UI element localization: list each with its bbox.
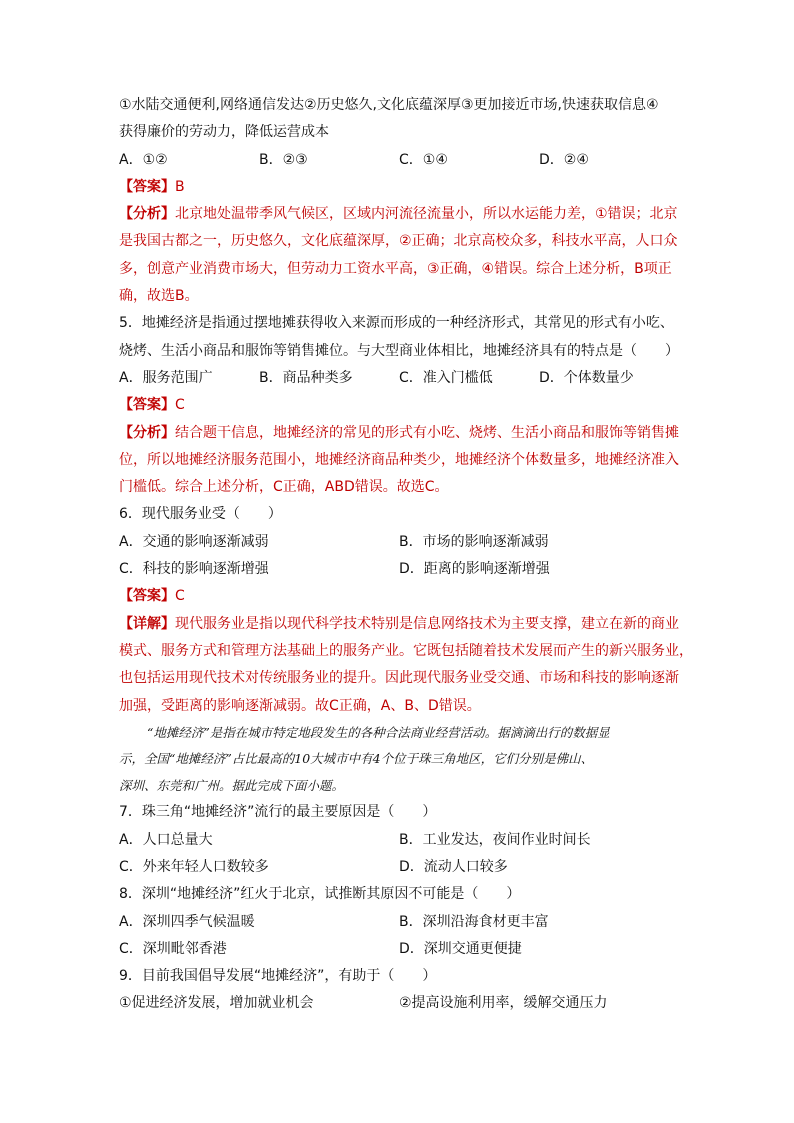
passage-line: 深圳、东莞和广州。据此完成下面小题。	[119, 777, 345, 793]
q4-option-a: A．①②	[119, 151, 168, 168]
q5-option-b: B．商品种类多	[259, 369, 353, 386]
q4-analysis-line: 确，故选B。	[119, 288, 199, 305]
q5-answer	[119, 392, 679, 419]
q7-options-row	[119, 827, 679, 854]
q8-option-b: B．深圳沿海食材更丰富	[399, 913, 549, 930]
q4-option-d: D．②④	[539, 151, 589, 168]
q6-option-a: A．交通的影响逐渐减弱	[119, 533, 269, 550]
q9-items-row	[119, 990, 679, 1017]
q6-analysis-line	[119, 611, 679, 638]
analysis-text: 北京地处温带季风气候区，区域内河流径流量小，所以水运能力差，①错误；北京	[175, 206, 678, 223]
q5-analysis-line: 门槛低。综合上述分析，C正确，ABD错误。故选C。	[119, 479, 449, 496]
q8-options-row	[119, 909, 679, 936]
answer-value: B	[175, 178, 185, 195]
analysis-tag: 【分析】	[119, 424, 175, 441]
q5-option-d: D．个体数量少	[539, 369, 634, 386]
q9-stem: 9．目前我国倡导发展“地摊经济”，有助于（ ）	[119, 968, 437, 985]
q6-options-row	[119, 529, 679, 556]
q4-analysis-line	[119, 201, 679, 228]
page-content	[119, 92, 693, 1018]
q6-analysis-line: 加强，受距离的影响逐渐减弱。故C正确，A、B、D错误。	[119, 697, 481, 714]
q6-answer	[119, 583, 679, 610]
answer-value: C	[175, 588, 185, 605]
q5-options	[119, 365, 679, 392]
analysis-text: 结合题干信息，地摊经济的常见的形式有小吃、烧烤、生活小商品和服饰等销售摊	[175, 424, 679, 441]
analysis-tag: 【分析】	[119, 206, 175, 223]
q8-option-d: D．深圳交通更便捷	[399, 940, 522, 957]
passage-line: 示，全国“地摊经济”占比最高的10大城市中有4个位于珠三角地区，它们分别是佛山、	[119, 751, 594, 767]
analysis-text: 现代服务业是指以现代科学技术特别是信息网络技术为主要支撑，建立在新的商业	[175, 615, 679, 632]
q4-stem-line: ①水陆交通便利,网络通信发达②历史悠久,文化底蕴深厚③更加接近市场,快速获取信息④	[119, 97, 659, 113]
q6-option-b: B．市场的影响逐渐减弱	[399, 533, 549, 550]
q5-option-c: C．准入门槛低	[399, 369, 493, 386]
q4-answer	[119, 174, 679, 201]
q8-stem: 8．深圳“地摊经济”红火于北京，试推断其原因不可能是（ ）	[119, 886, 521, 903]
answer-tag: 【答案】	[119, 397, 175, 414]
q7-option-d: D．流动人口较多	[399, 858, 508, 875]
q7-option-b: B．工业发达，夜间作业时间长	[399, 831, 591, 848]
q8-options-row	[119, 936, 679, 963]
q6-analysis-line: 也包括运用现代技术对传统服务业的提升。因此现代服务业受交通、市场和科技的影响逐渐	[119, 670, 679, 687]
q4-option-b: B．②③	[259, 151, 308, 168]
q5-stem-line: 烧烤、生活小商品和服饰等销售摊位。与大型商业体相比，地摊经济具有的特点是（ ）	[119, 342, 679, 359]
passage-line: “地摊经济”是指在城市特定地段发生的各种合法商业经营活动。据滴滴出行的数据显	[147, 724, 610, 740]
q7-option-a: A．人口总量大	[119, 831, 213, 848]
answer-tag: 【答案】	[119, 178, 175, 195]
q5-option-a: A．服务范围广	[119, 369, 213, 386]
q5-stem-line: 5．地摊经济是指通过摆地摊获得收入来源而形成的一种经济形式，其常见的形式有小吃、	[119, 315, 674, 332]
q6-analysis-line: 模式、服务方式和管理方法基础上的服务产业。它既包括随着技术发展而产生的新兴服务业，	[119, 642, 693, 659]
q7-option-c: C．外来年轻人口数较多	[119, 858, 269, 875]
q7-options-row	[119, 854, 679, 881]
q4-stem-line: 获得廉价的劳动力，降低运营成本	[119, 124, 329, 141]
q4-analysis-line: 是我国古都之一，历史悠久，文化底蕴深厚，②正确；北京高校众多，科技水平高，人口众	[119, 233, 678, 250]
q8-option-c: C．深圳毗邻香港	[119, 940, 227, 957]
analysis-tag: 【详解】	[119, 615, 175, 632]
q4-options	[119, 147, 679, 174]
q4-analysis-line: 多，创意产业消费市场大，但劳动力工资水平高，③正确，④错误。综合上述分析，B项正	[119, 260, 672, 277]
q6-option-d: D．距离的影响逐渐增强	[399, 561, 550, 578]
q5-analysis-line: 位，所以地摊经济服务范围小，地摊经济商品种类少，地摊经济个体数量多，地摊经济准入	[119, 451, 679, 468]
answer-tag: 【答案】	[119, 588, 175, 605]
q6-option-c: C．科技的影响逐渐增强	[119, 561, 269, 578]
q4-option-c: C．①④	[399, 151, 448, 168]
q9-item-1: ①促进经济发展，增加就业机会	[119, 995, 314, 1012]
q5-analysis-line	[119, 420, 679, 447]
q9-item-2: ②提高设施利用率，缓解交通压力	[399, 995, 608, 1012]
q6-stem-line: 6．现代服务业受（ ）	[119, 506, 282, 523]
answer-value: C	[175, 397, 185, 414]
q8-option-a: A．深圳四季气候温暖	[119, 913, 255, 930]
q7-stem: 7．珠三角“地摊经济”流行的最主要原因是（ ）	[119, 804, 437, 821]
q6-options-row	[119, 556, 679, 583]
